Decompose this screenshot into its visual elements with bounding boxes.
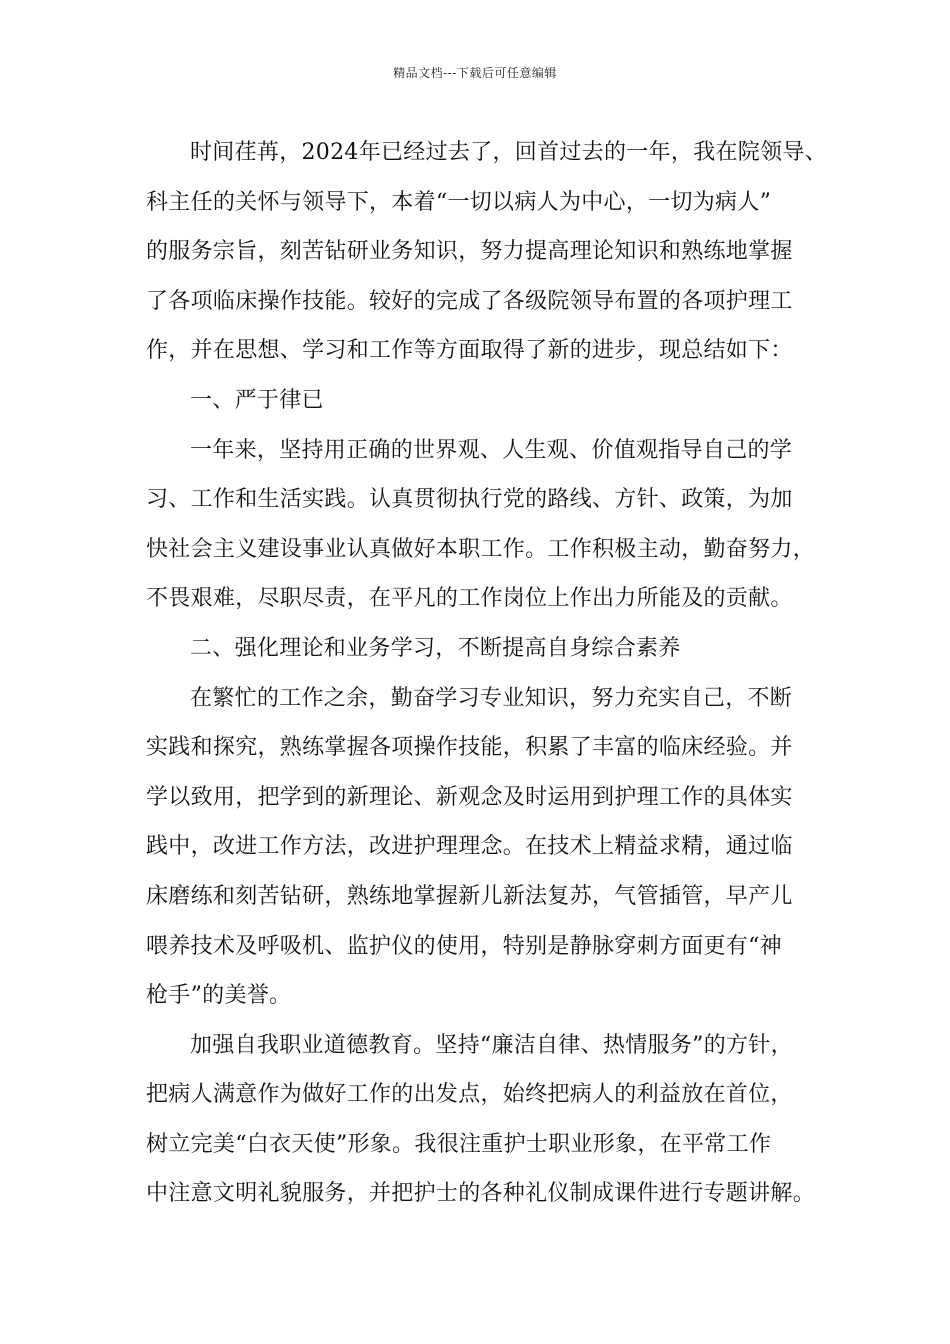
text-line: 床磨练和刻苦钻研，熟练地掌握新儿新法复苏，气管插管，早产儿 [146, 883, 793, 909]
text-line: 在繁忙的工作之余，勤奋学习专业知识，努力充实自己，不断 [190, 685, 793, 711]
text-line: 加强自我职业道德教育。坚持“廉洁自律、热情服务”的方针， [190, 1032, 793, 1058]
document-body [146, 128, 826, 1219]
page-header: 精品文档---下载后可任意编辑 [393, 66, 557, 80]
section-heading: 二、强化理论和业务学习，不断提高自身综合素养 [190, 635, 681, 661]
text-line: 快社会主义建设事业认真做好本职工作。工作积极主动，勤奋努力， [146, 536, 816, 562]
text-line: 实践和探究，熟练掌握各项操作技能，积累了丰富的临床经验。并 [146, 735, 793, 761]
text-line: 把病人满意作为做好工作的出发点，始终把病人的利益放在首位， [146, 1082, 793, 1108]
text-line: 的服务宗旨，刻苦钻研业务知识，努力提高理论知识和熟练地掌握 [146, 239, 793, 265]
text-line: 中注意文明礼貌服务，并把护士的各种礼仪制成课件进行专题讲解。 [146, 1181, 816, 1207]
text-line: 作，并在思想、学习和工作等方面取得了新的进步，现总结如下： [146, 338, 793, 364]
section-heading: 一、严于律已 [190, 387, 324, 413]
text-line: 枪手”的美誉。 [146, 983, 292, 1009]
text-line: 践中，改进工作方法，改进护理理念。在技术上精益求精，通过临 [146, 834, 793, 860]
text-line: 不畏艰难，尽职尽责，在平凡的工作岗位上作出力所能及的贡献。 [146, 586, 793, 612]
text-line: 习、工作和生活实践。认真贯彻执行党的路线、方针、政策，为加 [146, 487, 793, 513]
text-line: 一年来，坚持用正确的世界观、人生观、价值观指导自己的学 [190, 437, 793, 463]
text-line: 喂养技术及呼吸机、监护仪的使用，特别是静脉穿刺方面更有“神 [146, 933, 782, 959]
text-line: 科主任的关怀与领导下，本着“一切以病人为中心，一切为病人” [146, 189, 772, 215]
text-line: 时间荏苒，2024年已经过去了，回首过去的一年，我在院领导、 [190, 140, 827, 165]
text-line: 了各项临床操作技能。较好的完成了各级院领导布置的各项护理工 [146, 288, 793, 314]
text-line: 学以致用，把学到的新理论、新观念及时运用到护理工作的具体实 [146, 784, 793, 810]
text-line: 树立完美“白衣天使”形象。我很注重护士职业形象，在平常工作 [146, 1131, 772, 1157]
